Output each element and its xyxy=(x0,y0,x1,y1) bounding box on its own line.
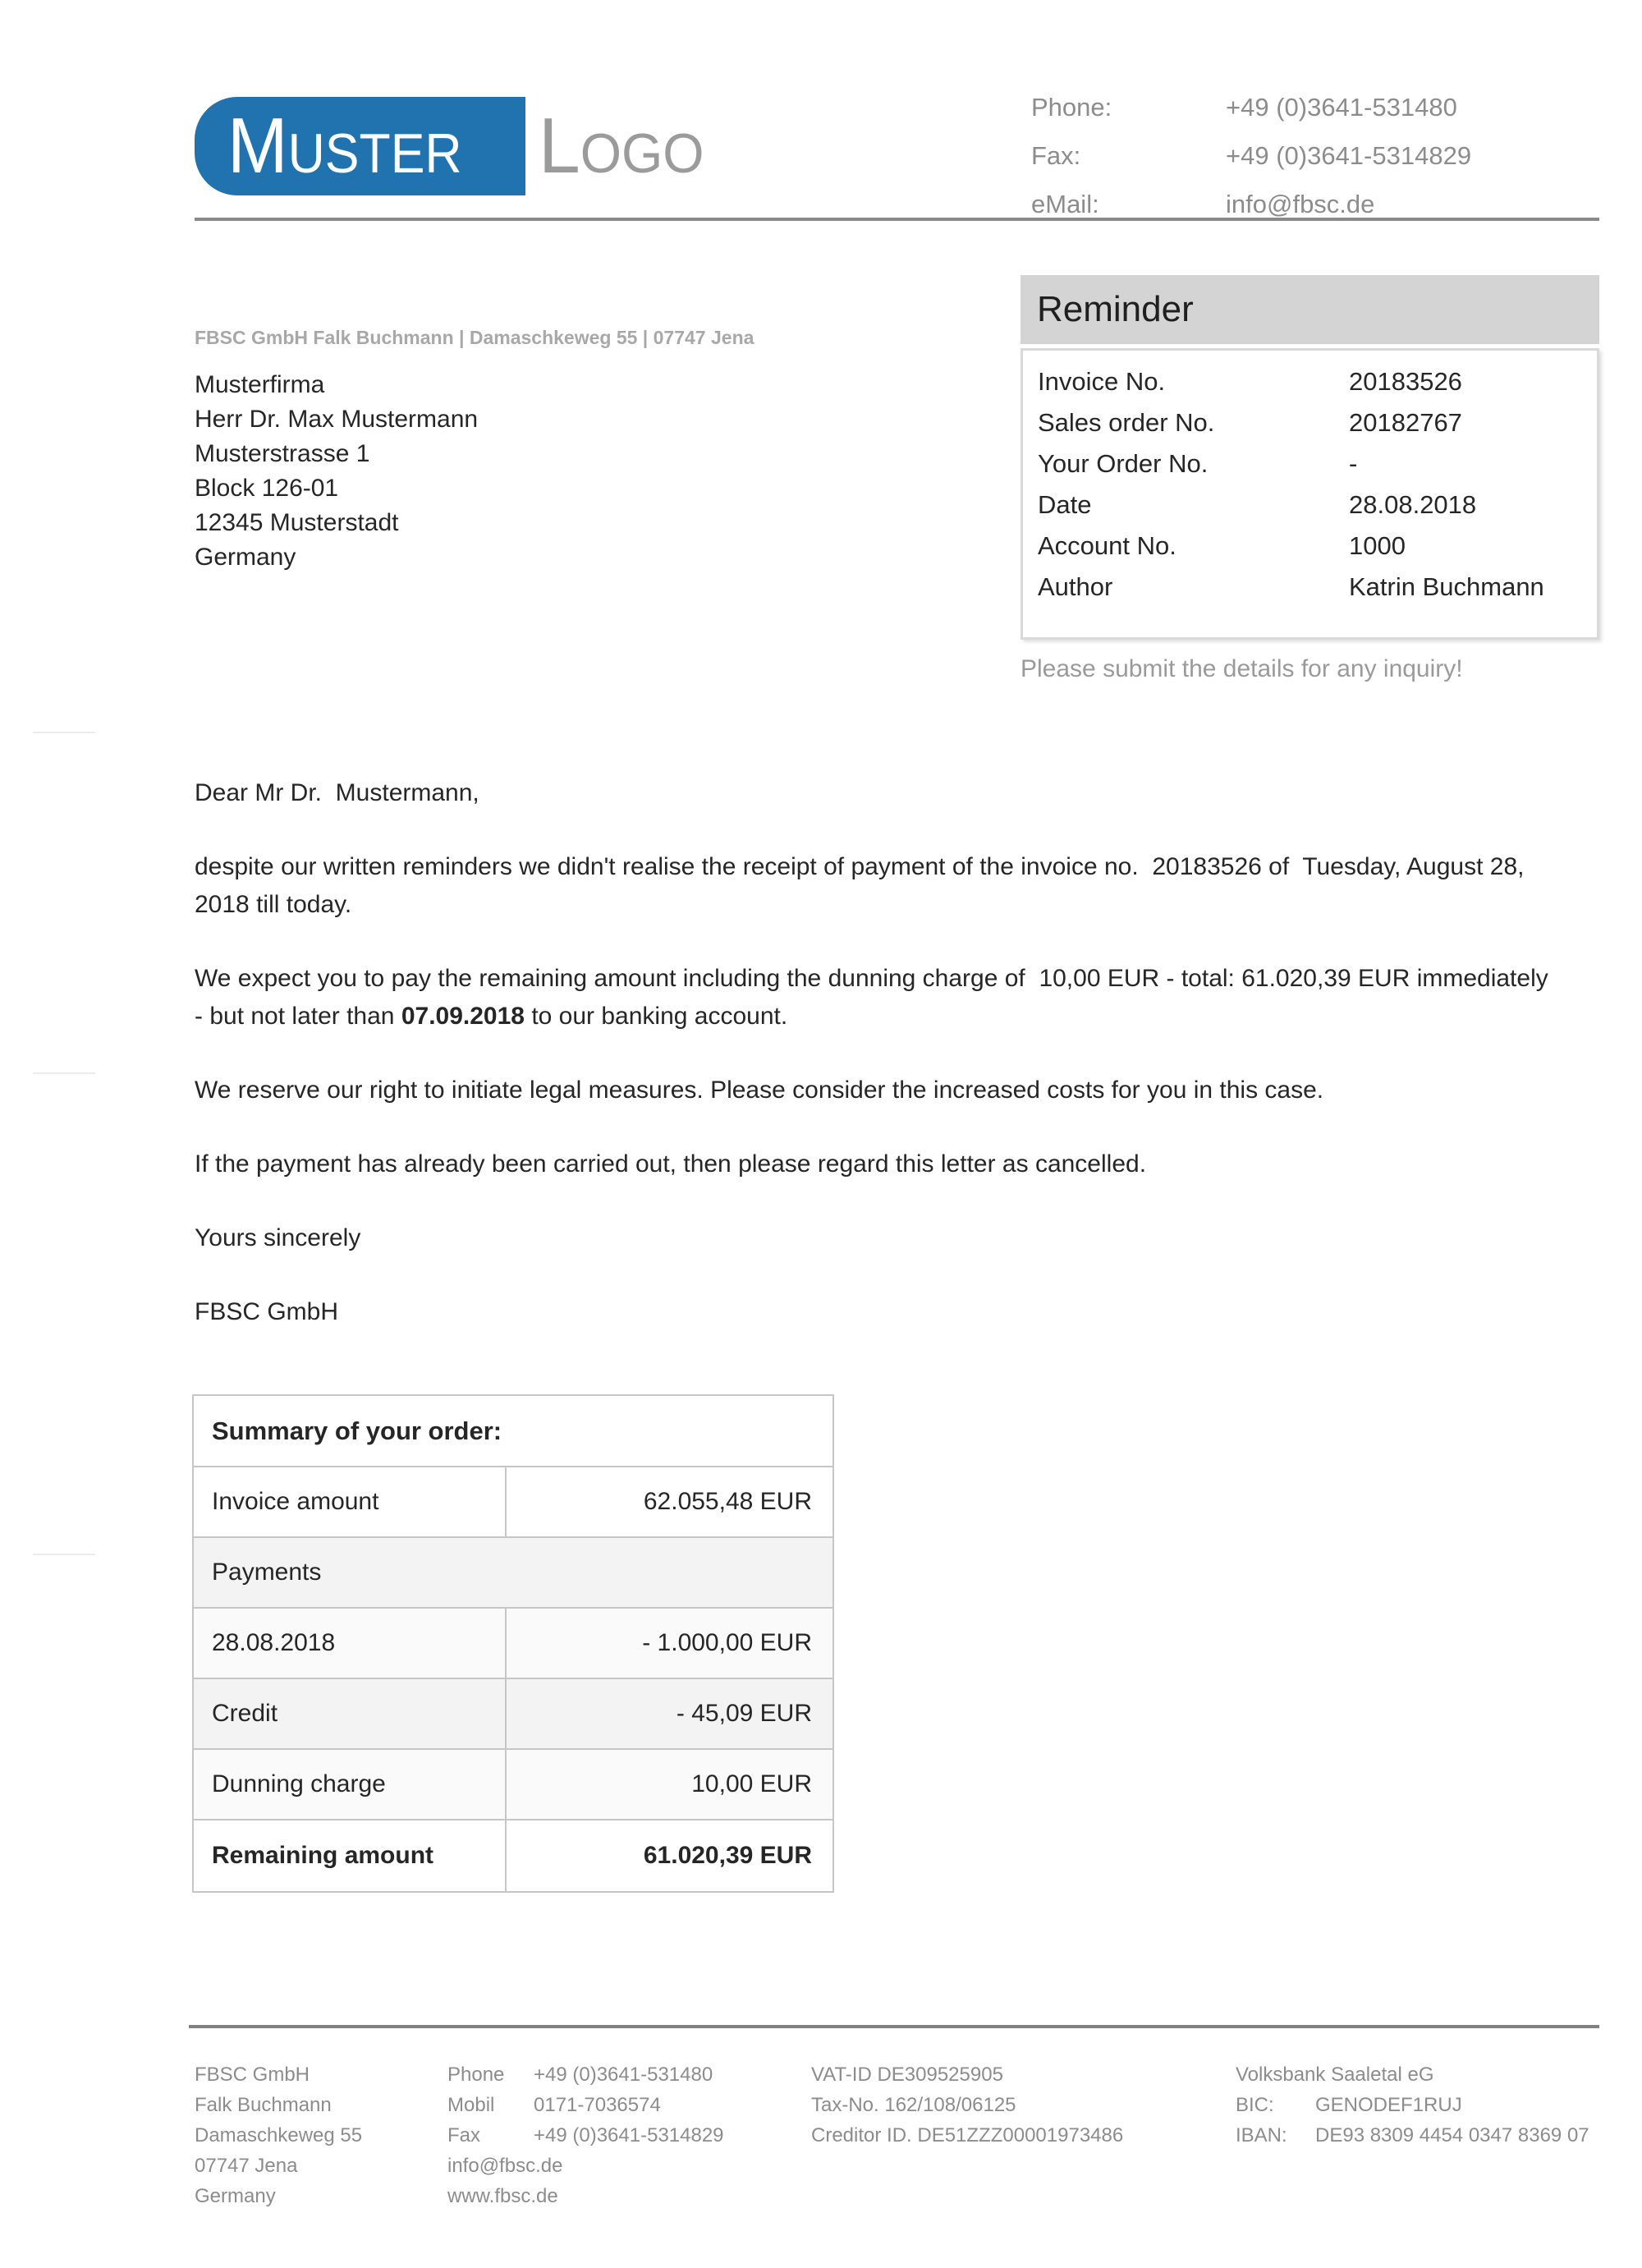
salutation: Dear Mr Dr. Mustermann, xyxy=(195,779,479,806)
footer-label: Mobil xyxy=(447,2094,495,2116)
footer-website: www.fbsc.de xyxy=(447,2185,558,2207)
row-label: 28.08.2018 xyxy=(212,1629,336,1656)
logo-text-logo xyxy=(539,97,704,195)
footer-line: FBSC GmbH xyxy=(195,2064,310,2086)
table-row-invoice-amount xyxy=(194,1467,832,1538)
footer-vat-id: VAT-ID DE309525905 xyxy=(811,2064,1003,2086)
sender-return-address: FBSC GmbH Falk Buchmann | Damaschkeweg 55 | 07747 Jena xyxy=(195,327,754,348)
footer-label: Fax xyxy=(447,2124,481,2146)
footer-bank-column xyxy=(1236,2059,1589,2151)
header-divider xyxy=(195,218,1599,221)
logo-badge xyxy=(195,97,525,195)
summary-table-title: Summary of your order: xyxy=(194,1396,832,1467)
footer-bank-name: Volksbank Saaletal eG xyxy=(1236,2064,1434,2086)
fax-label: Fax: xyxy=(1031,140,1081,170)
row-label: Remaining amount xyxy=(212,1842,434,1869)
footer-iban xyxy=(1236,2120,1589,2151)
row-value: - 45,09 EUR xyxy=(505,1679,832,1748)
field-label: Your Order No. xyxy=(1038,449,1209,478)
footer-divider xyxy=(189,2025,1599,2028)
field-label: Account No. xyxy=(1038,531,1176,560)
row-value: - 1.000,00 EUR xyxy=(505,1609,832,1678)
row-label: Credit xyxy=(212,1700,278,1727)
footer-line: 07747 Jena xyxy=(195,2155,298,2177)
footer-label: IBAN: xyxy=(1236,2124,1287,2146)
row-value: 62.055,48 EUR xyxy=(505,1467,832,1536)
field-account-no xyxy=(1023,526,1597,567)
fax-value: +49 (0)3641-5314829 xyxy=(1226,140,1472,170)
field-value: - xyxy=(1349,449,1358,478)
row-label: Dunning charge xyxy=(212,1770,386,1797)
footer-label: Phone xyxy=(447,2064,505,2086)
logo-logo-initial: L xyxy=(539,102,580,190)
row-value: 10,00 EUR xyxy=(505,1750,832,1819)
recipient-line: Germany xyxy=(195,544,296,571)
footer-value: 0171-7036574 xyxy=(534,2094,661,2116)
table-row-dunning-charge xyxy=(194,1750,832,1820)
payment-deadline: 07.09.2018 xyxy=(401,1003,525,1030)
footer-tax-column xyxy=(811,2059,1123,2151)
contact-row-email xyxy=(1031,180,1471,228)
footer-line: Damaschkeweg 55 xyxy=(195,2124,363,2146)
footer-fax xyxy=(447,2120,724,2151)
recipient-address xyxy=(195,368,478,575)
field-invoice-no xyxy=(1023,361,1597,402)
field-author xyxy=(1023,567,1597,608)
logo-muster-rest: USTER xyxy=(287,122,462,185)
table-row-remaining-amount xyxy=(194,1820,832,1891)
contact-row-phone xyxy=(1031,83,1471,131)
signature: FBSC GmbH xyxy=(195,1298,339,1325)
order-summary-table xyxy=(192,1394,834,1893)
row-value: 61.020,39 EUR xyxy=(505,1820,832,1891)
footer-company-column xyxy=(195,2059,362,2211)
contact-row-fax xyxy=(1031,131,1471,180)
footer-label: BIC: xyxy=(1236,2094,1274,2116)
fold-mark xyxy=(33,1072,95,1074)
logo-text-muster xyxy=(227,102,462,190)
recipient-line: Herr Dr. Max Mustermann xyxy=(195,406,479,433)
header-contact-block xyxy=(1031,83,1471,228)
footer-line: Falk Buchmann xyxy=(195,2094,332,2116)
footer-bic xyxy=(1236,2090,1589,2120)
table-row-credit xyxy=(194,1679,832,1750)
demand-text: We expect you to pay the remaining amount including the dunning charge of 10,00 EUR - total: 61.020,39 EUR immediately - but not later than xyxy=(195,965,1556,1030)
footer-tax-no: Tax-No. 162/108/06125 xyxy=(811,2094,1016,2116)
reminder-title: Reminder xyxy=(1021,275,1599,344)
paragraph-cancel: If the payment has already been carried out, then please regard this letter as cancelled. xyxy=(195,1150,1147,1178)
logo-logo-rest: OGO xyxy=(580,122,704,185)
field-value: 20182767 xyxy=(1349,408,1462,437)
footer-value: +49 (0)3641-5314829 xyxy=(534,2124,724,2146)
table-row-payment-date xyxy=(194,1609,832,1679)
fold-mark xyxy=(33,732,95,733)
row-label: Payments xyxy=(212,1559,322,1586)
paragraph-overdue: despite our written reminders we didn't realise the receipt of payment of the invoice no. 20183526 of Tuesday, August 28, 2018 till today. xyxy=(195,853,1531,918)
field-value: Katrin Buchmann xyxy=(1349,572,1544,601)
field-value: 1000 xyxy=(1349,531,1406,560)
footer-phone xyxy=(447,2059,724,2090)
footer-value: +49 (0)3641-531480 xyxy=(534,2064,713,2086)
demand-text-end: to our banking account. xyxy=(524,1003,788,1030)
field-value: 20183526 xyxy=(1349,367,1462,396)
field-your-order-no xyxy=(1023,443,1597,484)
footer-mobil xyxy=(447,2090,724,2120)
field-value: 28.08.2018 xyxy=(1349,490,1477,519)
field-label: Author xyxy=(1038,572,1113,601)
field-label: Sales order No. xyxy=(1038,408,1215,437)
reminder-info-box xyxy=(1021,275,1599,640)
logo-muster-initial: M xyxy=(227,102,288,190)
footer-line: Germany xyxy=(195,2185,276,2207)
paragraph-demand xyxy=(195,960,1557,1035)
reminder-fields xyxy=(1021,348,1599,640)
letter-body xyxy=(195,774,1557,1367)
phone-label: Phone: xyxy=(1031,92,1112,122)
phone-value: +49 (0)3641-531480 xyxy=(1226,92,1457,122)
recipient-line: Musterstrasse 1 xyxy=(195,440,370,467)
row-label: Invoice amount xyxy=(212,1488,379,1515)
recipient-line: 12345 Musterstadt xyxy=(195,509,399,536)
email-value: info@fbsc.de xyxy=(1226,189,1375,218)
field-label: Invoice No. xyxy=(1038,367,1166,396)
footer-creditor-id: Creditor ID. DE51ZZZ00001973486 xyxy=(811,2124,1124,2146)
recipient-line: Block 126-01 xyxy=(195,475,339,502)
footer-value: DE93 8309 4454 0347 8369 07 xyxy=(1315,2124,1589,2146)
fold-mark xyxy=(33,1554,95,1555)
field-sales-order-no xyxy=(1023,402,1597,443)
paragraph-legal: We reserve our right to initiate legal measures. Please consider the increased costs for you in this case. xyxy=(195,1077,1324,1104)
recipient-line: Musterfirma xyxy=(195,371,325,398)
footer-email: info@fbsc.de xyxy=(447,2155,563,2177)
field-date xyxy=(1023,484,1597,526)
inquiry-note: Please submit the details for any inquiry! xyxy=(1021,655,1463,682)
field-label: Date xyxy=(1038,490,1092,519)
email-label: eMail: xyxy=(1031,189,1099,218)
closing: Yours sincerely xyxy=(195,1224,361,1251)
table-row-payments xyxy=(194,1538,832,1609)
footer-value: GENODEF1RUJ xyxy=(1315,2094,1462,2116)
footer-contact-column xyxy=(447,2059,724,2211)
